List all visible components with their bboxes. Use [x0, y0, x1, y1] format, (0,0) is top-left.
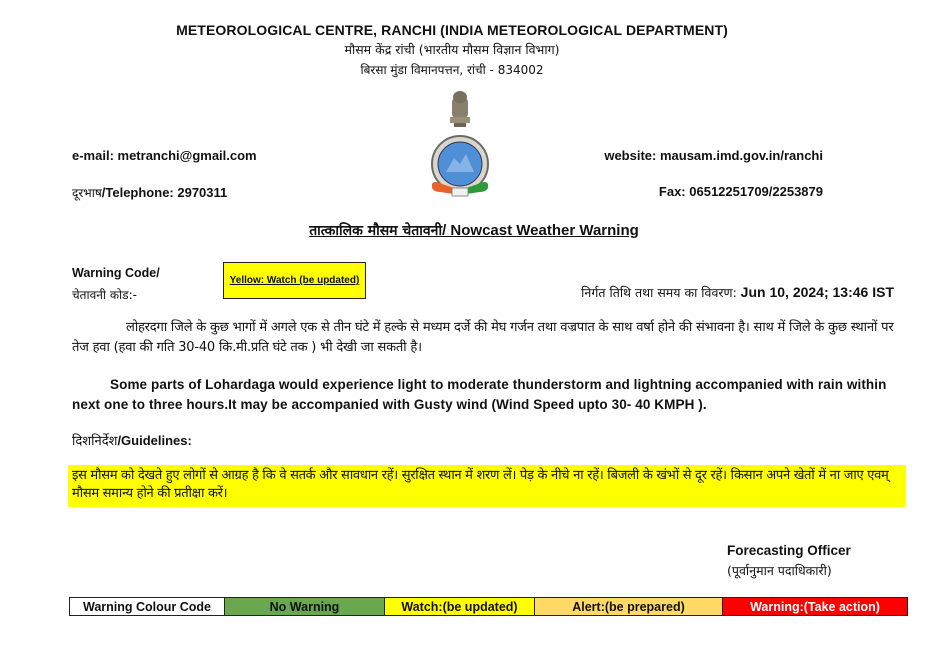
org-address: बिरसा मुंडा विमानपत्तन, रांची - 834002: [360, 63, 544, 77]
warning-code-label-hi: चेतावनी कोड:-: [72, 288, 137, 302]
guidelines-label-english: /Guidelines:: [117, 433, 192, 448]
org-title-hindi: मौसम केंद्र रांची (भारतीय मौसम विज्ञान विभाग): [344, 42, 560, 57]
forecasting-officer-title: Forecasting Officer: [727, 543, 851, 558]
legend-alert: Alert:(be prepared): [535, 598, 723, 615]
phone-label-hindi: दूरभाष: [72, 186, 102, 200]
legend-warning: Warning:(Take action): [723, 598, 907, 615]
warning-text-english: Some parts of Lohardaga would experience light to moderate thunderstorm and lightning accompanied with rain within next one to three hours.It may be accompanied with Gusty wind (Wind Speed upto 30- 40 KMPH ).: [72, 377, 887, 412]
email-contact: e-mail: metranchi@gmail.com: [72, 148, 257, 163]
guidelines-text: इस मौसम को देखते हुए लोगों से आग्रह है कि वे सतर्क और सावधान रहें। सुरक्षित स्थान में शरण लें। पेड़ के नीचे ना रहें। बिजली के खंभों से दूर रहें। किसान अपने खेतों में ना जाए एवम् मौसम समान्य होने की प्रतीक्षा करें।: [68, 465, 906, 507]
document-title: [0, 221, 948, 240]
document-title-english: / Nowcast Weather Warning: [442, 222, 639, 239]
org-title-english: METEOROLOGICAL CENTRE, RANCHI (INDIA METEOROLOGICAL DEPARTMENT): [176, 22, 728, 38]
issue-label-hindi: निर्गत तिथि तथा समय का विवरण:: [581, 285, 737, 300]
phone-value: /Telephone: 2970311: [101, 185, 228, 200]
warning-code-badge: [223, 262, 366, 299]
warning-code-label: [72, 262, 160, 306]
phone-contact: [72, 184, 227, 201]
imd-emblem-icon: [428, 88, 492, 198]
warning-code-value: Yellow: Watch (be updated): [229, 275, 360, 286]
issue-value: Jun 10, 2024; 13:46 IST: [736, 284, 894, 300]
issue-datetime: [581, 284, 894, 301]
fax-contact: Fax: 06512251709/2253879: [658, 184, 823, 199]
document-title-hindi: तात्कालिक मौसम चेतावनी: [309, 223, 443, 239]
website-contact: website: mausam.imd.gov.in/ranchi: [604, 148, 823, 163]
warning-text-hindi: लोहरदगा जिले के कुछ भागों में अगले एक से तीन घंटे में हल्के से मध्यम दर्जे की मेघ गर्जन तथा वज्रपात के साथ वर्षा होने की संभावना है। साथ में जिले के कुछ स्थानों पर तेज हवा (हवा की गति 30-40 कि.मी.प्रति घंटे तक ) भी देखी जा सकती है।: [72, 320, 894, 355]
warning-colour-legend: [69, 597, 908, 616]
legend-no-warning: No Warning: [225, 598, 385, 615]
legend-title-cell: Warning Colour Code: [70, 598, 225, 615]
forecasting-officer-title-hindi: (पूर्वानुमान पदाधिकारी): [727, 563, 832, 578]
legend-watch: Watch:(be updated): [385, 598, 535, 615]
guidelines-label-hindi: दिशनिर्देश: [72, 434, 118, 449]
guidelines-label: [72, 431, 192, 449]
warning-code-label-en: Warning Code/: [72, 266, 160, 280]
